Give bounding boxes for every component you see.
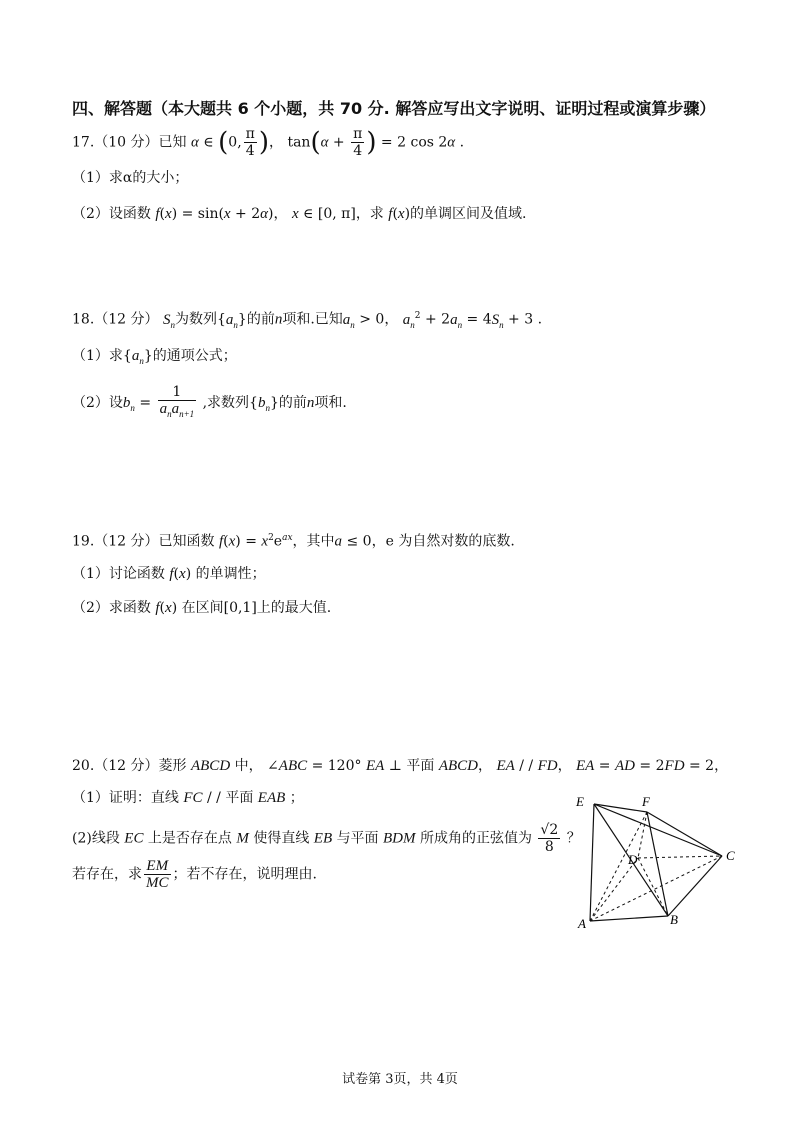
label-C: C — [726, 848, 735, 863]
q18-stem: 18.（12 分） $S_n$为数列$\{a_n\}$的前n项和.已知$a_n > 0$， $a_n^2 + 2a_n = 4S_n + 3$ . — [72, 311, 543, 330]
geometry-figure — [570, 790, 750, 930]
label-D: D — [628, 852, 638, 867]
q19-part2: （2）求函数 f(x) 在区间[0,1]上的最大值. — [72, 600, 332, 616]
figure-solid-edges — [590, 804, 722, 921]
q17-part1: （1）求α的大小； — [72, 170, 189, 186]
page-footer: 试卷第 3页，共 4页 — [342, 1072, 458, 1087]
q20-stem: 20.（12 分）菱形 ABCD 中， ∠ABC = 120° EA ⊥ 平面 ABCD， EA / / FD， EA = AD = 2FD = 2， — [72, 758, 729, 774]
q19-stem: 19.（12 分）已知函数 $f(x) = x^2e^{ax}$，其中a ≤ 0，e 为自然对数的底数. — [72, 533, 515, 550]
section-title: 四、解答题（本大题共 6 个小题，共 70 分. 解答应写出文字说明、证明过程或演算步骤） — [72, 99, 716, 118]
label-A: A — [578, 916, 586, 930]
q17-part2: （2）设函数 f(x) = sin(x + 2α)， x ∈ [0, π]，求 f(x)的单调区间及值域. — [72, 206, 527, 222]
q19-part1: （1）讨论函数 f(x) 的单调性； — [72, 566, 266, 582]
q17-stem: 17.（10 分）已知 α ∈ (0, $\frac{\pi}{4}$ )， tan(α + $\frac{\pi}{4}$ ) = 2 cos 2α . — [72, 126, 465, 159]
label-E: E — [576, 794, 584, 809]
q20-part1: （1）证明：直线 FC / / 平面 EAB ； — [72, 790, 304, 806]
q20-part2: (2)线段 EC 上是否存在点 M 使得直线 EB 与平面 BDM 所成角的正弦值为 $\frac{√2}{8}$ ？ — [72, 822, 581, 855]
q18-part1: （1）求$\{a_n\}$的通项公式； — [72, 348, 237, 366]
label-B: B — [670, 912, 678, 927]
q20-part3: 若存在，求 $\frac{EM}{MC}$ ；若不存在，说明理由. — [72, 858, 317, 891]
q18-part2: （2）设$b_n$ = $\frac{1}{a_na_{n+1}}$ ,求数列$\{b_n\}$的前n项和. — [72, 384, 347, 419]
label-F: F — [642, 794, 650, 809]
